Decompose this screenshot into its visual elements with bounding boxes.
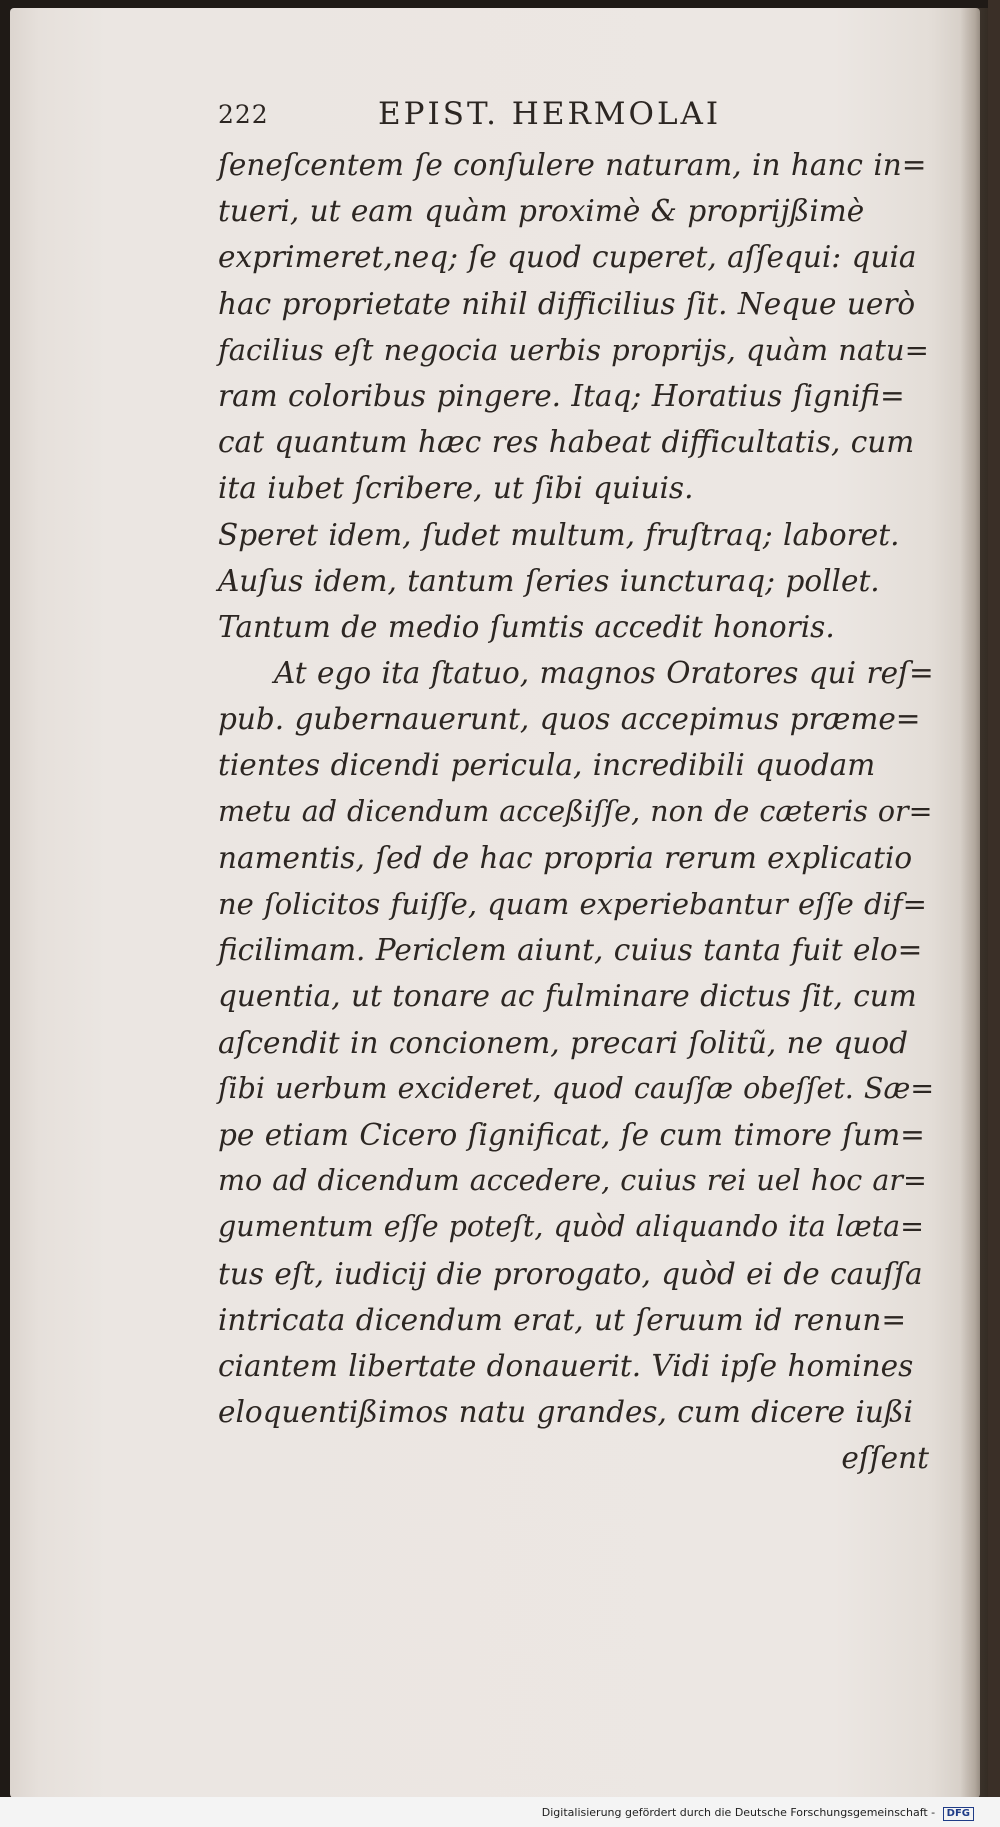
text-line: ita iubet ſcribere, ut ſibi quiuis. (218, 471, 694, 506)
paragraph-start-line: At ego ita ſtatuo, magnos Oratores qui reſ= (274, 656, 934, 691)
running-head-title: EPIST. HERMOLAI (378, 96, 722, 132)
text-line: facilius eſt negocia uerbis proprijs, quàm natu= (218, 332, 929, 367)
text-line: tus eſt, iudicij die prorogato, quòd ei de cauſſa (218, 1256, 923, 1291)
verse-line: Tantum de medio ſumtis accedit honoris. (218, 609, 835, 644)
page-text (218, 96, 933, 1481)
page-gutter-shadow (960, 8, 990, 1798)
credit-text: Digitalisierung gefördert durch die Deutsche Forschungsgemeinschaft - (541, 1806, 936, 1819)
text-line: namentis, ſed de hac propria rerum explicatio (218, 840, 913, 875)
text-line: exprimeret,neq; ſe quod cuperet, aſſequi: quia (218, 240, 917, 275)
text-line: ſeneſcentem ſe conſulere naturam, in hanc in= (218, 148, 927, 182)
text-line: pub. gubernauerunt, quos accepimus præme= (218, 702, 921, 737)
binding-edge (988, 0, 1000, 1800)
text-line: tueri, ut eam quàm proximè & proprijßimè (218, 194, 865, 229)
page-number: 222 (218, 100, 269, 129)
text-line: cat quantum hæc res habeat difficultatis, cum (218, 425, 915, 460)
text-line: ſibi uerbum excideret, quod cauſſæ obeſſet. Sæ= (218, 1071, 935, 1105)
text-line: ciantem libertate donauerit. Vidi ipſe homines (218, 1348, 914, 1383)
text-line: tientes dicendi pericula, incredibili quodam (218, 748, 876, 783)
text-line: quentia, ut tonare ac fulminare dictus ſit, cum (218, 979, 917, 1014)
text-line: mo ad dicendum accedere, cuius rei uel hoc ar= (218, 1164, 927, 1198)
text-line: eloquentißimos natu grandes, cum dicere iußi (218, 1395, 913, 1430)
text-line: ficilimam. Periclem aiunt, cuius tanta fuit elo= (218, 933, 923, 968)
catchword: eſſent (841, 1441, 929, 1476)
digitization-credit (542, 1806, 974, 1821)
text-line: intricata dicendum erat, ut ſeruum id renun= (218, 1302, 907, 1337)
text-line: gumentum eſſe poteſt, quòd aliquando ita læta= (218, 1210, 925, 1244)
verse-line: Speret idem, ſudet multum, fruſtraq; laboret. (218, 517, 900, 552)
text-line: pe etiam Cicero ſignificat, ſe cum timore ſum= (218, 1117, 925, 1152)
text-line: ne ſolicitos fuiſſe, quam experiebantur eſſe dif= (218, 887, 927, 921)
text-line: ram coloribus pingere. Itaq; Horatius ſignifi= (218, 378, 905, 413)
text-line: metu ad dicendum acceßiſſe, non de cæteris or= (218, 794, 933, 828)
text-line: hac proprietate nihil difficilius ſit. Neque uerò (218, 286, 916, 321)
dfg-logo: DFG (943, 1807, 974, 1821)
running-head (218, 96, 933, 142)
verse-line: Auſus idem, tantum ſeries iuncturaq; pollet. (218, 563, 880, 598)
text-line: aſcendit in concionem, precari ſolitũ, ne quod (218, 1025, 909, 1060)
